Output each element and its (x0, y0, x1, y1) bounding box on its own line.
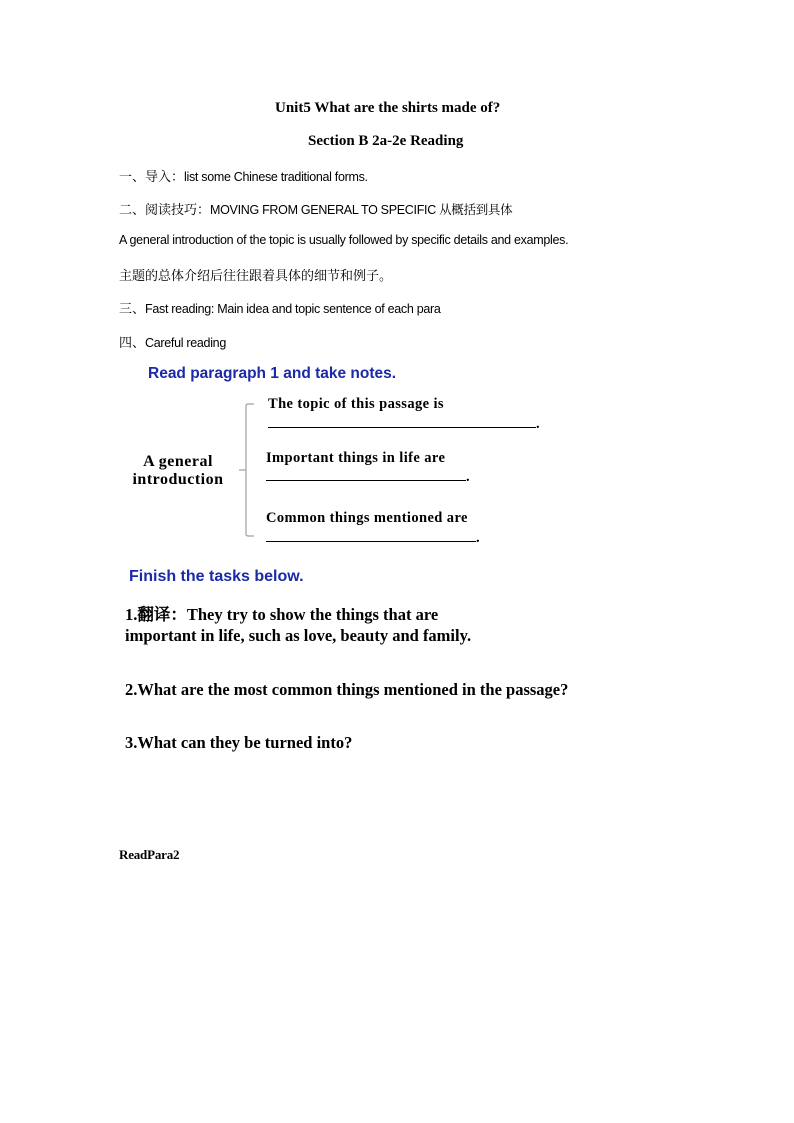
general-intro-chinese: 主题的总体介绍后往往跟着具体的细节和例子。 (119, 269, 393, 284)
page-title: Unit5 What are the shirts made of? (275, 100, 501, 116)
diagram-root (118, 453, 238, 489)
diagram-bracket (236, 402, 256, 538)
item-fast-reading (119, 298, 441, 318)
branch-common-label: Common things mentioned are (266, 510, 468, 526)
item-reading-skill-prefix: 二、阅读技巧： (119, 203, 211, 218)
item-reading-skill (119, 199, 512, 219)
branch-important-blank (266, 467, 470, 486)
branch-important-label: Important things in life are (266, 450, 446, 466)
task-3: 3.What can they be turned into? (125, 733, 353, 752)
task-2: 2.What are the most common things mentioned in the passage? (125, 680, 569, 699)
item-lead-in-text: list some Chinese traditional forms. (184, 170, 368, 184)
blank-period: . (466, 469, 471, 485)
item-reading-skill-text: MOVING FROM GENERAL TO SPECIFIC 从概括到具体 (210, 203, 513, 217)
tasks-heading: Finish the tasks below. (129, 568, 304, 585)
diagram-heading: Read paragraph 1 and take notes. (148, 365, 397, 382)
task-1-line2: important in life, such as love, beauty and family. (125, 626, 472, 645)
branch-topic-blank (268, 414, 540, 433)
item-fast-reading-prefix: 三、 (119, 302, 146, 317)
blank-period: . (476, 530, 481, 546)
section-subtitle: Section B 2a-2e Reading (308, 133, 464, 149)
diagram-root-line2: introduction (132, 471, 224, 488)
read-para2-label: ReadPara2 (119, 847, 180, 862)
diagram-root-line1: A general (143, 453, 213, 470)
branch-topic-label: The topic of this passage is (268, 396, 444, 412)
general-intro-english: A general introduction of the topic is usually followed by specific details and examples. (119, 233, 569, 247)
item-lead-in (119, 166, 368, 186)
answer-blank (266, 528, 476, 542)
item-lead-in-prefix: 一、导入： (119, 170, 185, 185)
blank-period: . (536, 416, 541, 432)
item-fast-reading-text: Fast reading: Main idea and topic sentence of each para (145, 302, 441, 316)
answer-blank (266, 467, 466, 481)
task-1-line1: 1.翻译：They try to show the things that are (125, 605, 439, 624)
item-careful-reading (119, 332, 226, 352)
item-careful-reading-text: Careful reading (145, 336, 226, 350)
item-careful-reading-prefix: 四、 (119, 336, 146, 351)
branch-common-blank (266, 528, 480, 547)
answer-blank (268, 414, 536, 428)
